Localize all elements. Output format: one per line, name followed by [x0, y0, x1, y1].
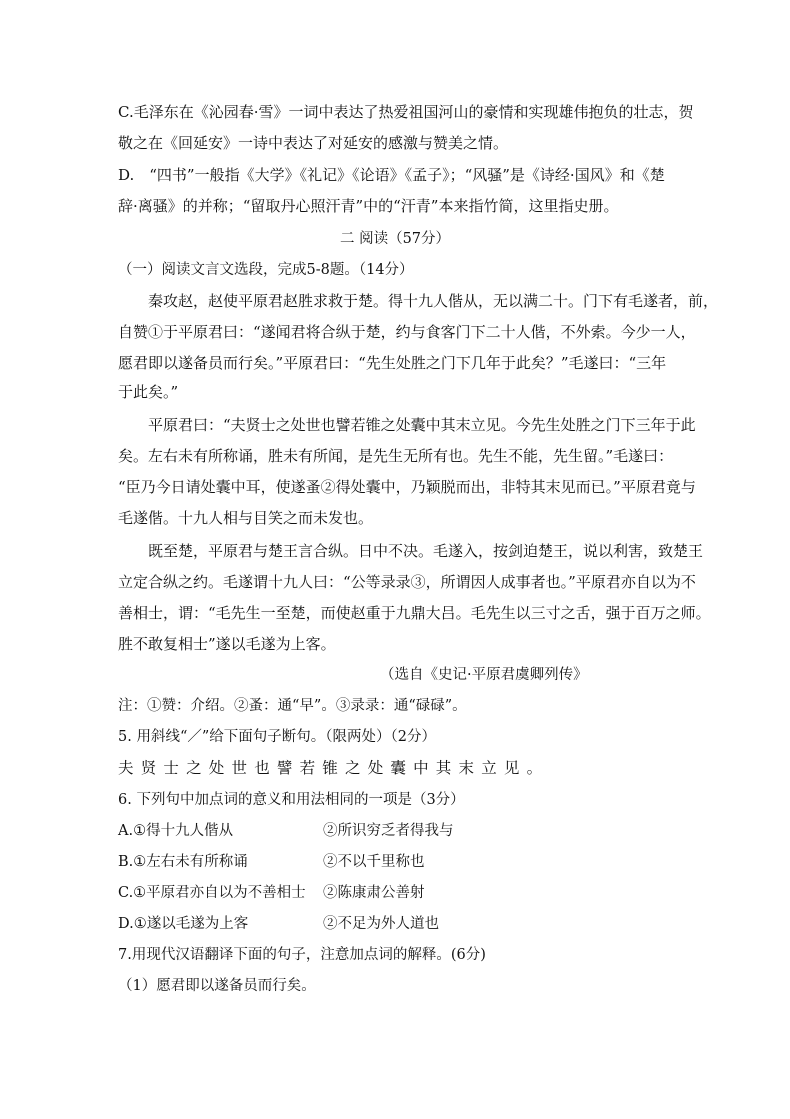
option-d-line-2: 辞·离骚》的并称；“留取丹心照汗青”中的“汗青”本来指竹简，这里指史册。: [118, 197, 619, 215]
section-title: 二 阅读（57分）: [339, 231, 451, 247]
option-a-item-2: ②所识穷乏者得我与: [323, 823, 454, 839]
passage-p2-line-4: 毛遂偕。十九人相与目笑之而未发也。: [118, 509, 374, 527]
option-c-item-2: ②陈康肃公善射: [323, 885, 425, 901]
passage-p1-line-4: 于此矣。”: [118, 383, 179, 401]
option-c-item-1: C.①平原君亦自以为不善相士: [118, 885, 306, 901]
option-c-line-2: 敬之在《回延安》一诗中表达了对延安的感激与赞美之情。: [118, 134, 509, 152]
question-6-option-a: [118, 821, 678, 841]
passage-p2-line-1: 平原君曰：“夫贤士之处世也譬若锥之处囊中其末立见。今先生处胜之门下三年于此: [118, 416, 696, 434]
question-6-option-c: [118, 883, 678, 903]
option-c-line-1: C.毛泽东在《沁园春·雪》一词中表达了热爱祖国河山的豪情和实现雄伟抱负的壮志，贺: [118, 103, 694, 121]
passage-p1-line-2: 自赞①于平原君曰：“遂闻君将合纵于楚，约与食客门下二十人偕，不外索。今少一人，: [118, 323, 696, 341]
passage-source: （选自《史记·平原君虞卿列传》: [380, 667, 588, 683]
subsection-heading: （一）阅读文言文选段，完成5-8题。（14分）: [118, 262, 414, 278]
question-6-option-b: [118, 852, 678, 872]
question-6-option-d: [118, 914, 678, 934]
question-6: 6. 下列句中加点词的意义和用法相同的一项是（3分）: [118, 792, 465, 808]
passage-p3-line-4: 胜不敢复相士”遂以毛遂为上客。: [118, 635, 336, 653]
passage-p1-line-3: 愿君即以遂备员而行矣。”平原君曰：“先生处胜之门下几年于此矣？”毛遂曰：“三年: [118, 354, 667, 372]
option-d-item-1: D.①遂以毛遂为上客: [118, 916, 249, 932]
question-7: 7.用现代汉语翻译下面的句子，注意加点词的解释。(6分): [118, 947, 486, 963]
passage-p3-line-3: 善相士，谓：“毛先生一至楚，而使赵重于九鼎大吕。毛先生以三寸之舌，强于百万之师。: [118, 604, 711, 622]
question-5: 5. 用斜线“／”给下面句子断句。（限两处）（2分）: [118, 729, 436, 745]
annotation-note: 注：①赞：介绍。②蚤：通“早”。③录录：通“碌碌”。: [118, 698, 467, 714]
passage-p3-line-1: 既至楚，平原君与楚王言合纵。日中不决。毛遂入，按剑迫楚王，说以利害，致楚王: [118, 542, 704, 560]
option-d-line-1: D. “四书”一般指《大学》《礼记》《论语》《孟子》；“风骚”是《诗经·国风》和《楚: [118, 166, 665, 184]
option-a-item-1: A.①得十九人偕从: [118, 823, 234, 839]
option-b-item-2: ②不以千里称也: [323, 854, 425, 870]
passage-p3-line-2: 立定合纵之约。毛遂谓十九人曰：“公等录录③，所谓因人成事者也。”平原君亦自以为不: [118, 573, 696, 591]
option-d-item-2: ②不足为外人道也: [323, 916, 439, 932]
passage-p1-line-1: 秦攻赵，赵使平原君赵胜求救于楚。得十九人偕从，无以满二十。门下有毛遂者，前，: [118, 292, 719, 310]
question-7-item-1: （1）愿君即以遂备员而行矣。: [118, 978, 316, 994]
passage-p2-line-3: “臣乃今日请处囊中耳，使遂蚤②得处囊中，乃颖脱而出，非特其末见而已。”平原君竟与: [118, 478, 696, 496]
option-b-item-1: B.①左右未有所称诵: [118, 854, 248, 870]
question-5-sentence: 夫贤士之处世也譬若锥之处囊中其末立见。: [118, 759, 550, 777]
passage-p2-line-2: 矣。左右未有所称诵，胜未有所闻，是先生无所有也。先生不能，先生留。”毛遂曰：: [118, 447, 674, 465]
